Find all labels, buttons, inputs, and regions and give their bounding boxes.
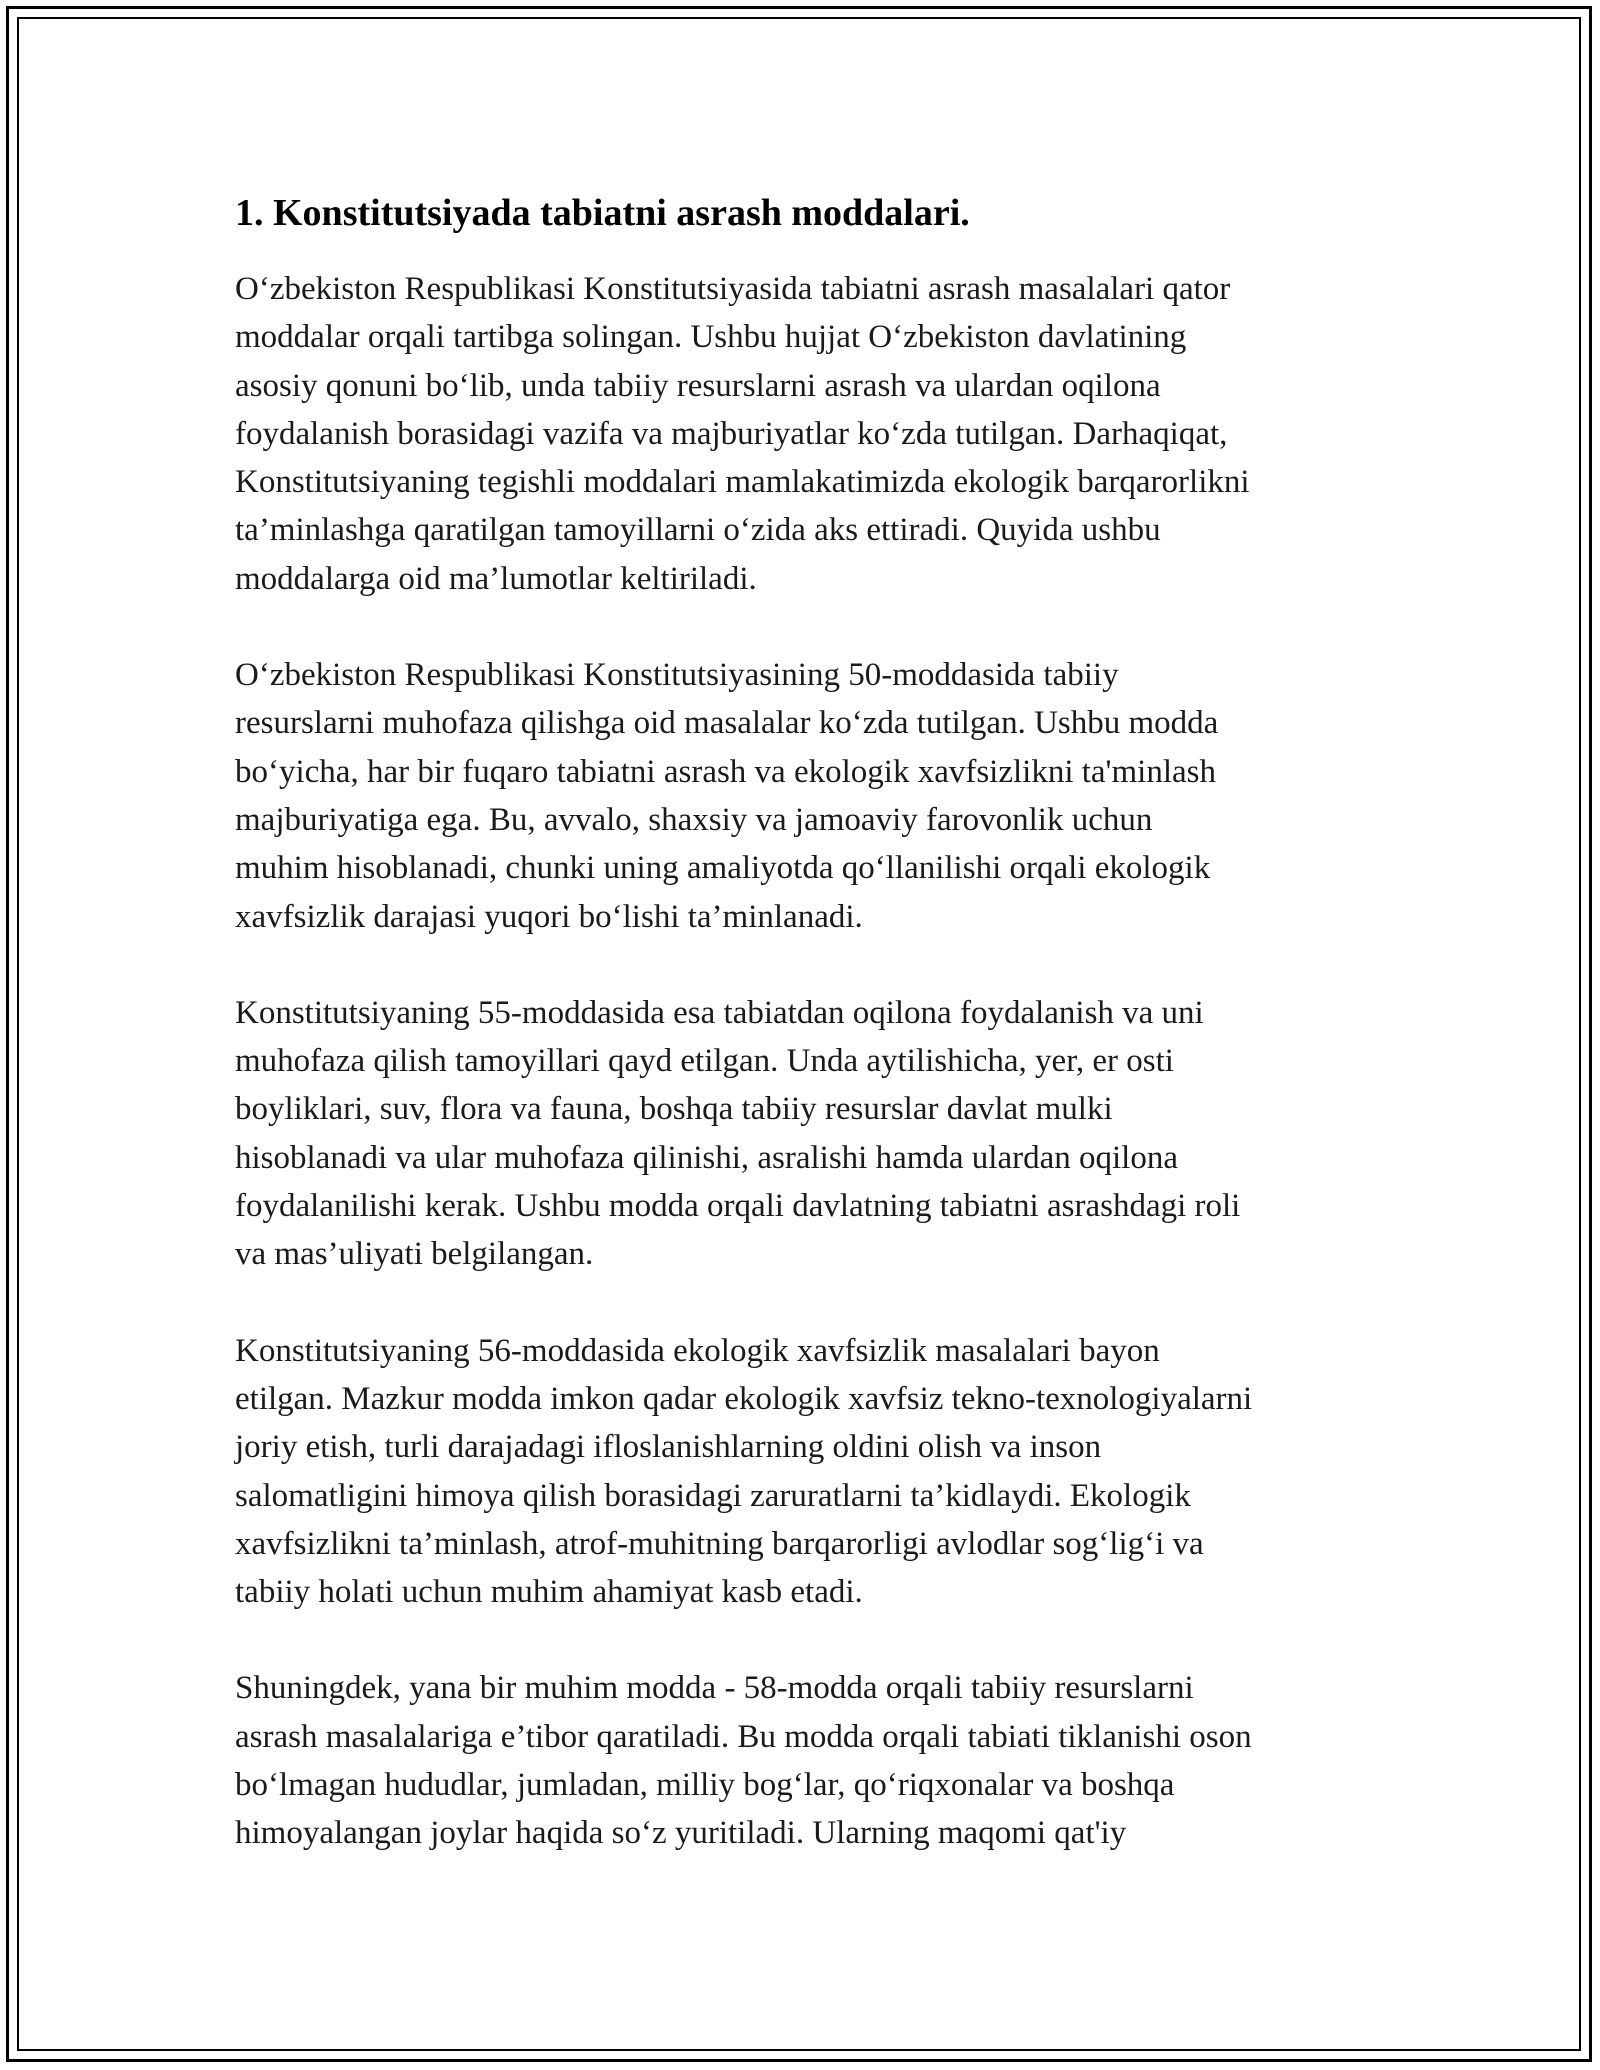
paragraph-article-50: O‘zbekiston Respublikasi Konstitutsiyasining 50-moddasida tabiiy resurslarni muhofaza qilishga oid masalalar ko‘zda tutilgan. Ushbu modda bo‘yicha, har bir fuqaro tabiatni asrash va ekologik xavfsizlikni ta'minlash majburiyatiga ega. Bu, avvalo, shaxsiy va jamoaviy farovonlik uchun muhim hisoblanadi, chunki uning amaliyotda qo‘llanilishi orqali ekologik xavfsizlik darajasi yuqori bo‘lishi ta’minlanadi. xyxy=(235,657,1219,935)
document-body xyxy=(235,189,1395,1906)
paragraph-article-56: Konstitutsiyaning 56-moddasida ekologik xavfsizlik masalalari bayon etilgan. Mazkur modda imkon qadar ekologik xavfsiz tekno-texnologiyalarni joriy etish, turli darajadagi ifloslanishlarning oldini olish va inson salomatligini himoya qilish borasidagi zaruratlarni ta’kidlaydi. Ekologik xavfsizlikni ta’minlash, atrof-muhitning barqarorligi avlodlar sog‘lig‘i va tabiiy holati uchun muhim ahamiyat kasb etadi. xyxy=(235,1332,1253,1611)
paragraph-intro: O‘zbekiston Respublikasi Konstitutsiyasida tabiatni asrash masalalari qator moddalar orqali tartibga solingan. Ushbu hujjat O‘zbekiston davlatining asosiy qonuni bo‘lib, unda tabiiy resurslarni asrash va ulardan oqilona foydalanish borasidagi vazifa va majburiyatlar ko‘zda tutilgan. Darhaqiqat, Konstitutsiyaning tegishli moddalari mamlakatimizda ekologik barqarorlikni ta’minlashga qaratilgan tamoyillarni o‘zida aks ettiradi. Quyida ushbu moddalarga oid ma’lumotlar keltiriladi. xyxy=(235,271,1250,597)
section-heading: 1. Konstitutsiyada tabiatni asrash moddalari. xyxy=(235,192,970,234)
paragraph-article-55: Konstitutsiyaning 55-moddasida esa tabiatdan oqilona foydalanish va uni muhofaza qilish tamoyillari qayd etilgan. Unda aytilishicha, yer, er osti boyliklari, suv, flora va fauna, boshqa tabiiy resurslar davlat mulki hisoblanadi va ular muhofaza qilinishi, asralishi hamda ulardan oqilona foydalanilishi kerak. Ushbu modda orqali davlatning tabiatni asrashdagi roli va mas’uliyati belgilangan. xyxy=(235,994,1241,1273)
paragraph-article-58: Shuningdek, yana bir muhim modda - 58-modda orqali tabiiy resurslarni asrash masalalariga e’tibor qaratiladi. Bu modda orqali tabiati tiklanishi oson bo‘lmagan hududlar, jumladan, milliy bog‘lar, qo‘riqxonalar va boshqa himoyalangan joylar haqida so‘z yuritiladi. Ularning maqomi qat'iy xyxy=(235,1670,1252,1852)
